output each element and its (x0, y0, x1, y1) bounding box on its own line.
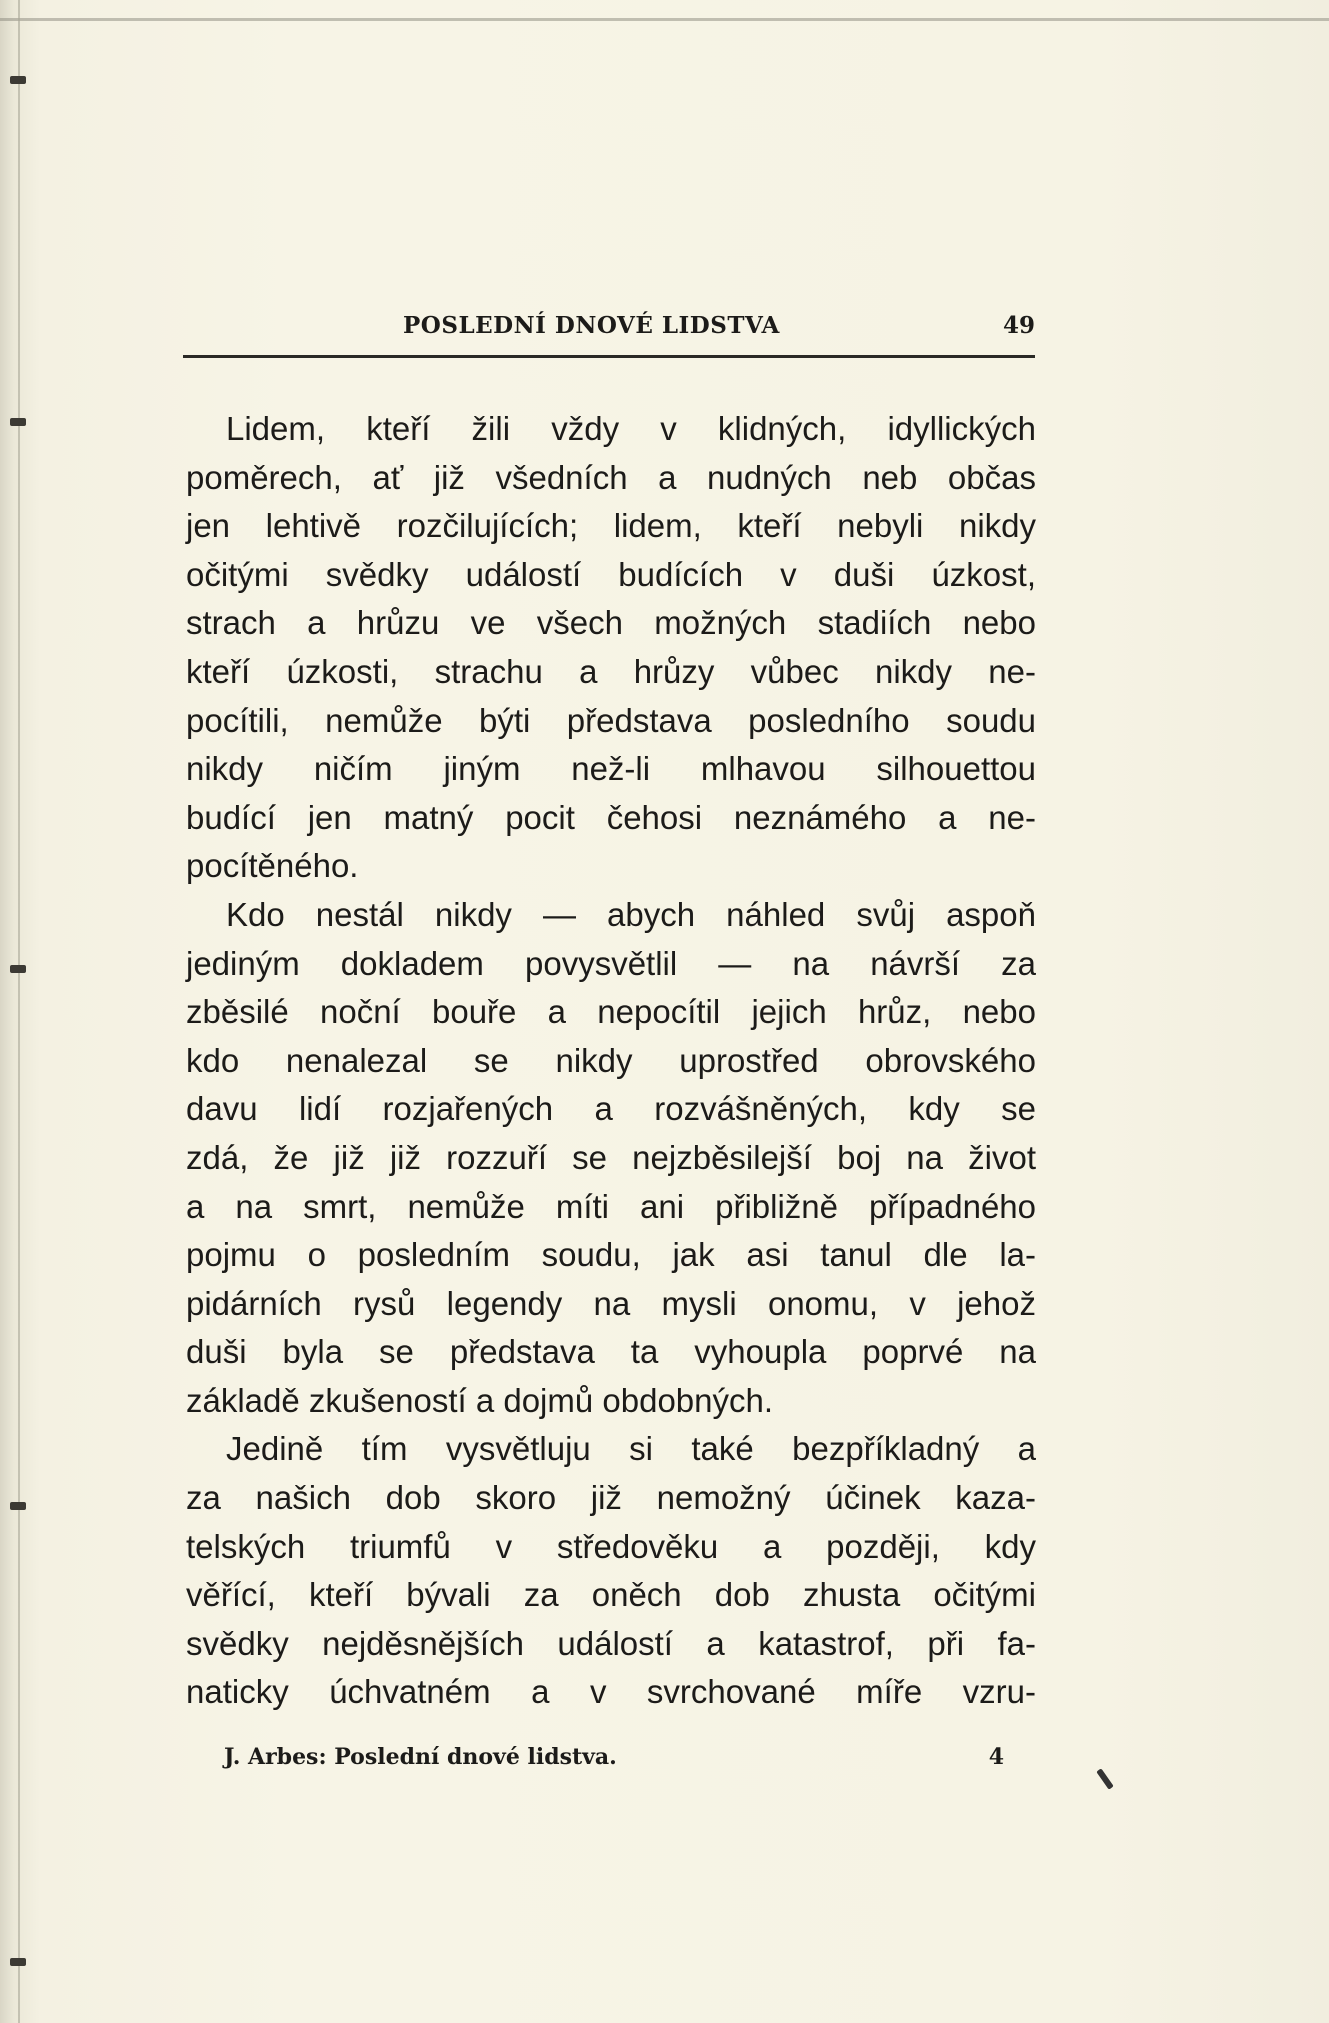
text-line: Jedině tím vysvětluju si také bezpříkladný a (226, 1430, 1036, 1468)
sheet-number: 4 (988, 1744, 1004, 1770)
text-line: pocítěného. (186, 847, 359, 885)
text-line: pojmu o posledním soudu, jak asi tanul dle la- (186, 1236, 1036, 1274)
text-line: pidárních rysů legendy na mysli onomu, v jehož (186, 1284, 1036, 1322)
signature-line (224, 1744, 1004, 1780)
binding-mark (10, 1502, 26, 1510)
text-line: naticky úchvatném a v svrchované míře vzru- (186, 1673, 1036, 1711)
text-line: věřící, kteří bývali za oněch dob zhusta očitými (186, 1576, 1036, 1614)
running-header (183, 312, 1035, 348)
text-line: davu lidí rozjařených a rozvášněných, kdy se (186, 1090, 1036, 1128)
text-line: poměrech, ať již všedních a nudných neb občas (186, 458, 1036, 496)
text-line: jediným dokladem povysvětlil — na návrší za (186, 944, 1036, 982)
ink-speck (1096, 1768, 1114, 1789)
binding-mark (10, 965, 26, 973)
binding-mark (10, 76, 26, 84)
binding-mark (10, 1958, 26, 1966)
printer-signature: J. Arbes: Poslední dnové lidstva. (224, 1744, 617, 1770)
text-line: strach a hrůzu ve všech možných stadiích nebo (186, 604, 1036, 642)
page-number: 49 (1002, 312, 1035, 339)
text-line: duši byla se představa ta vyhoupla poprvé na (186, 1333, 1036, 1371)
text-line: základě zkušeností a dojmů obdobných. (186, 1381, 774, 1419)
text-line: Kdo nestál nikdy — abych náhled svůj aspoň (226, 895, 1036, 933)
scan-top-edge (0, 18, 1329, 21)
text-line: pocítili, nemůže býti představa posledního soudu (186, 701, 1036, 739)
text-line: budící jen matný pocit čehosi neznámého a ne- (186, 798, 1036, 836)
text-line: Lidem, kteří žili vždy v klidných, idyllických (226, 410, 1036, 447)
body-text (186, 405, 1036, 1717)
header-rule (183, 355, 1035, 358)
text-line: zdá, že již již rozzuří se nejzběsilejší boj na život (186, 1138, 1036, 1176)
text-line: nikdy ničím jiným než-li mlhavou silhouettou (186, 750, 1036, 788)
binding-mark (10, 418, 26, 426)
text-line: telských triumfů v středověku a později, kdy (186, 1527, 1036, 1565)
text-line: kdo nenalezal se nikdy uprostřed obrovského (186, 1041, 1036, 1079)
text-line: a na smrt, nemůže míti ani přibližně případného (186, 1187, 1036, 1225)
text-line: očitými svědky událostí budících v duši úzkost, (186, 555, 1036, 593)
page-spine-edge (18, 0, 20, 2023)
text-line: za našich dob skoro již nemožný účinek kaza- (186, 1479, 1036, 1517)
text-line: jen lehtivě rozčilujících; lidem, kteří nebyli nikdy (186, 507, 1036, 545)
text-line: kteří úzkosti, strachu a hrůzy vůbec nikdy ne- (186, 652, 1036, 690)
running-title: POSLEDNÍ DNOVÉ LIDSTVA (403, 312, 780, 339)
text-line: zběsilé noční bouře a nepocítil jejich hrůz, nebo (186, 993, 1036, 1031)
text-line: svědky nejděsnějších událostí a katastrof, při fa- (186, 1624, 1036, 1662)
